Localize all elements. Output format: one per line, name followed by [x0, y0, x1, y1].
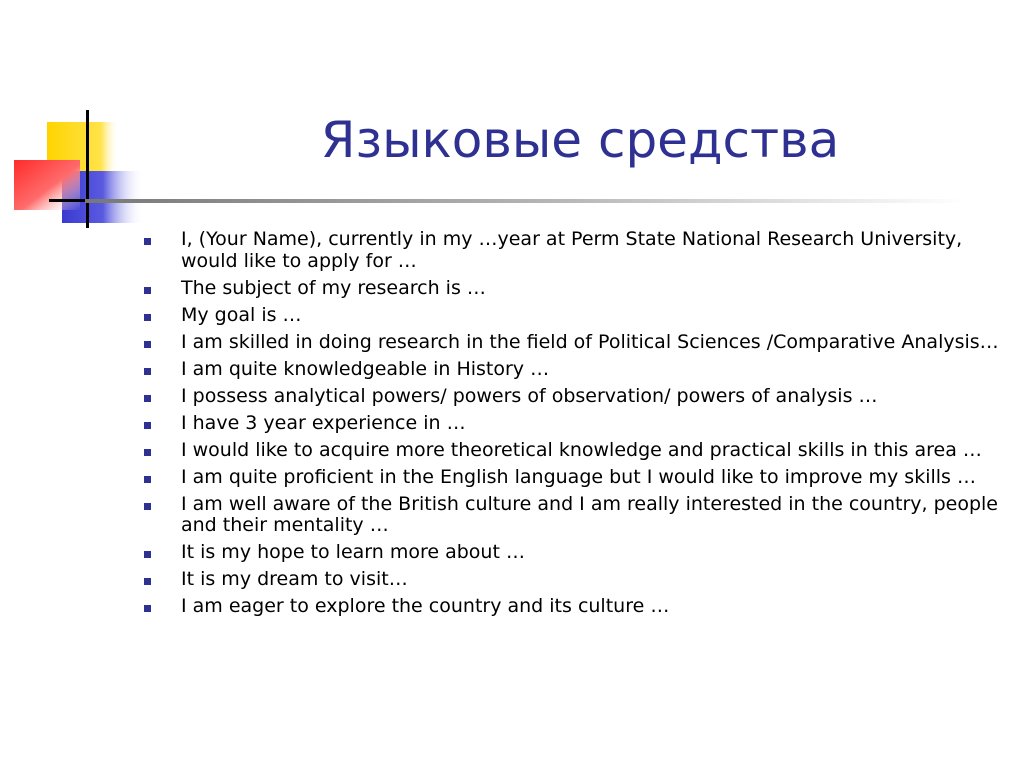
square-bullet-icon [144, 287, 151, 294]
list-item [140, 569, 1000, 591]
list-item [140, 413, 1000, 435]
square-bullet-icon [144, 422, 151, 429]
square-bullet-icon [144, 503, 151, 510]
slide-title: Языковые средства [320, 111, 840, 169]
list-item-text: I, (Your Name), currently in my …year at Perm State National Research University, would like to apply for … [181, 228, 963, 272]
list-item-text: I am quite proficient in the English language but I would like to improve my skills … [181, 465, 976, 488]
square-bullet-icon [144, 578, 151, 585]
decorative-squares-logo-icon [0, 0, 160, 240]
square-bullet-icon [144, 551, 151, 558]
list-item-text: I am eager to explore the country and its culture … [181, 595, 670, 617]
list-item-text: It is my hope to learn more about … [181, 541, 525, 563]
list-item [140, 359, 1000, 381]
list-item [140, 596, 1000, 618]
list-item [140, 305, 1000, 327]
list-item-text: My goal is … [181, 303, 302, 326]
list-item-text: I am well aware of the British culture and I am really interested in the country, people and their mentality … [181, 492, 998, 536]
list-item [140, 229, 1000, 272]
list-item [140, 467, 1000, 489]
square-bullet-icon [144, 395, 151, 402]
list-item-text: I have 3 year experience in … [181, 411, 466, 434]
square-bullet-icon [144, 238, 151, 245]
square-bullet-icon [144, 449, 151, 456]
list-item-text: I possess analytical powers/ powers of observation/ powers of analysis … [181, 384, 878, 407]
list-item [140, 494, 1000, 537]
square-bullet-icon [144, 368, 151, 375]
list-item [140, 440, 1000, 462]
list-item-text: I am skilled in doing research in the field of Political Sciences /Comparative Analysis… [181, 330, 999, 353]
list-item [140, 278, 1000, 300]
list-item [140, 386, 1000, 408]
list-item [140, 542, 1000, 564]
list-item-text: I would like to acquire more theoretical knowledge and practical skills in this area … [181, 438, 982, 461]
list-item-text: It is my dream to visit… [181, 568, 408, 590]
list-item [140, 332, 1000, 354]
square-bullet-icon [144, 476, 151, 483]
square-bullet-icon [144, 341, 151, 348]
square-bullet-icon [144, 605, 151, 612]
title-divider [85, 199, 965, 203]
bullet-list [140, 229, 1000, 623]
list-item-text: I am quite knowledgeable in History … [181, 357, 550, 380]
square-bullet-icon [144, 314, 151, 321]
list-item-text: The subject of my research is … [181, 276, 486, 299]
